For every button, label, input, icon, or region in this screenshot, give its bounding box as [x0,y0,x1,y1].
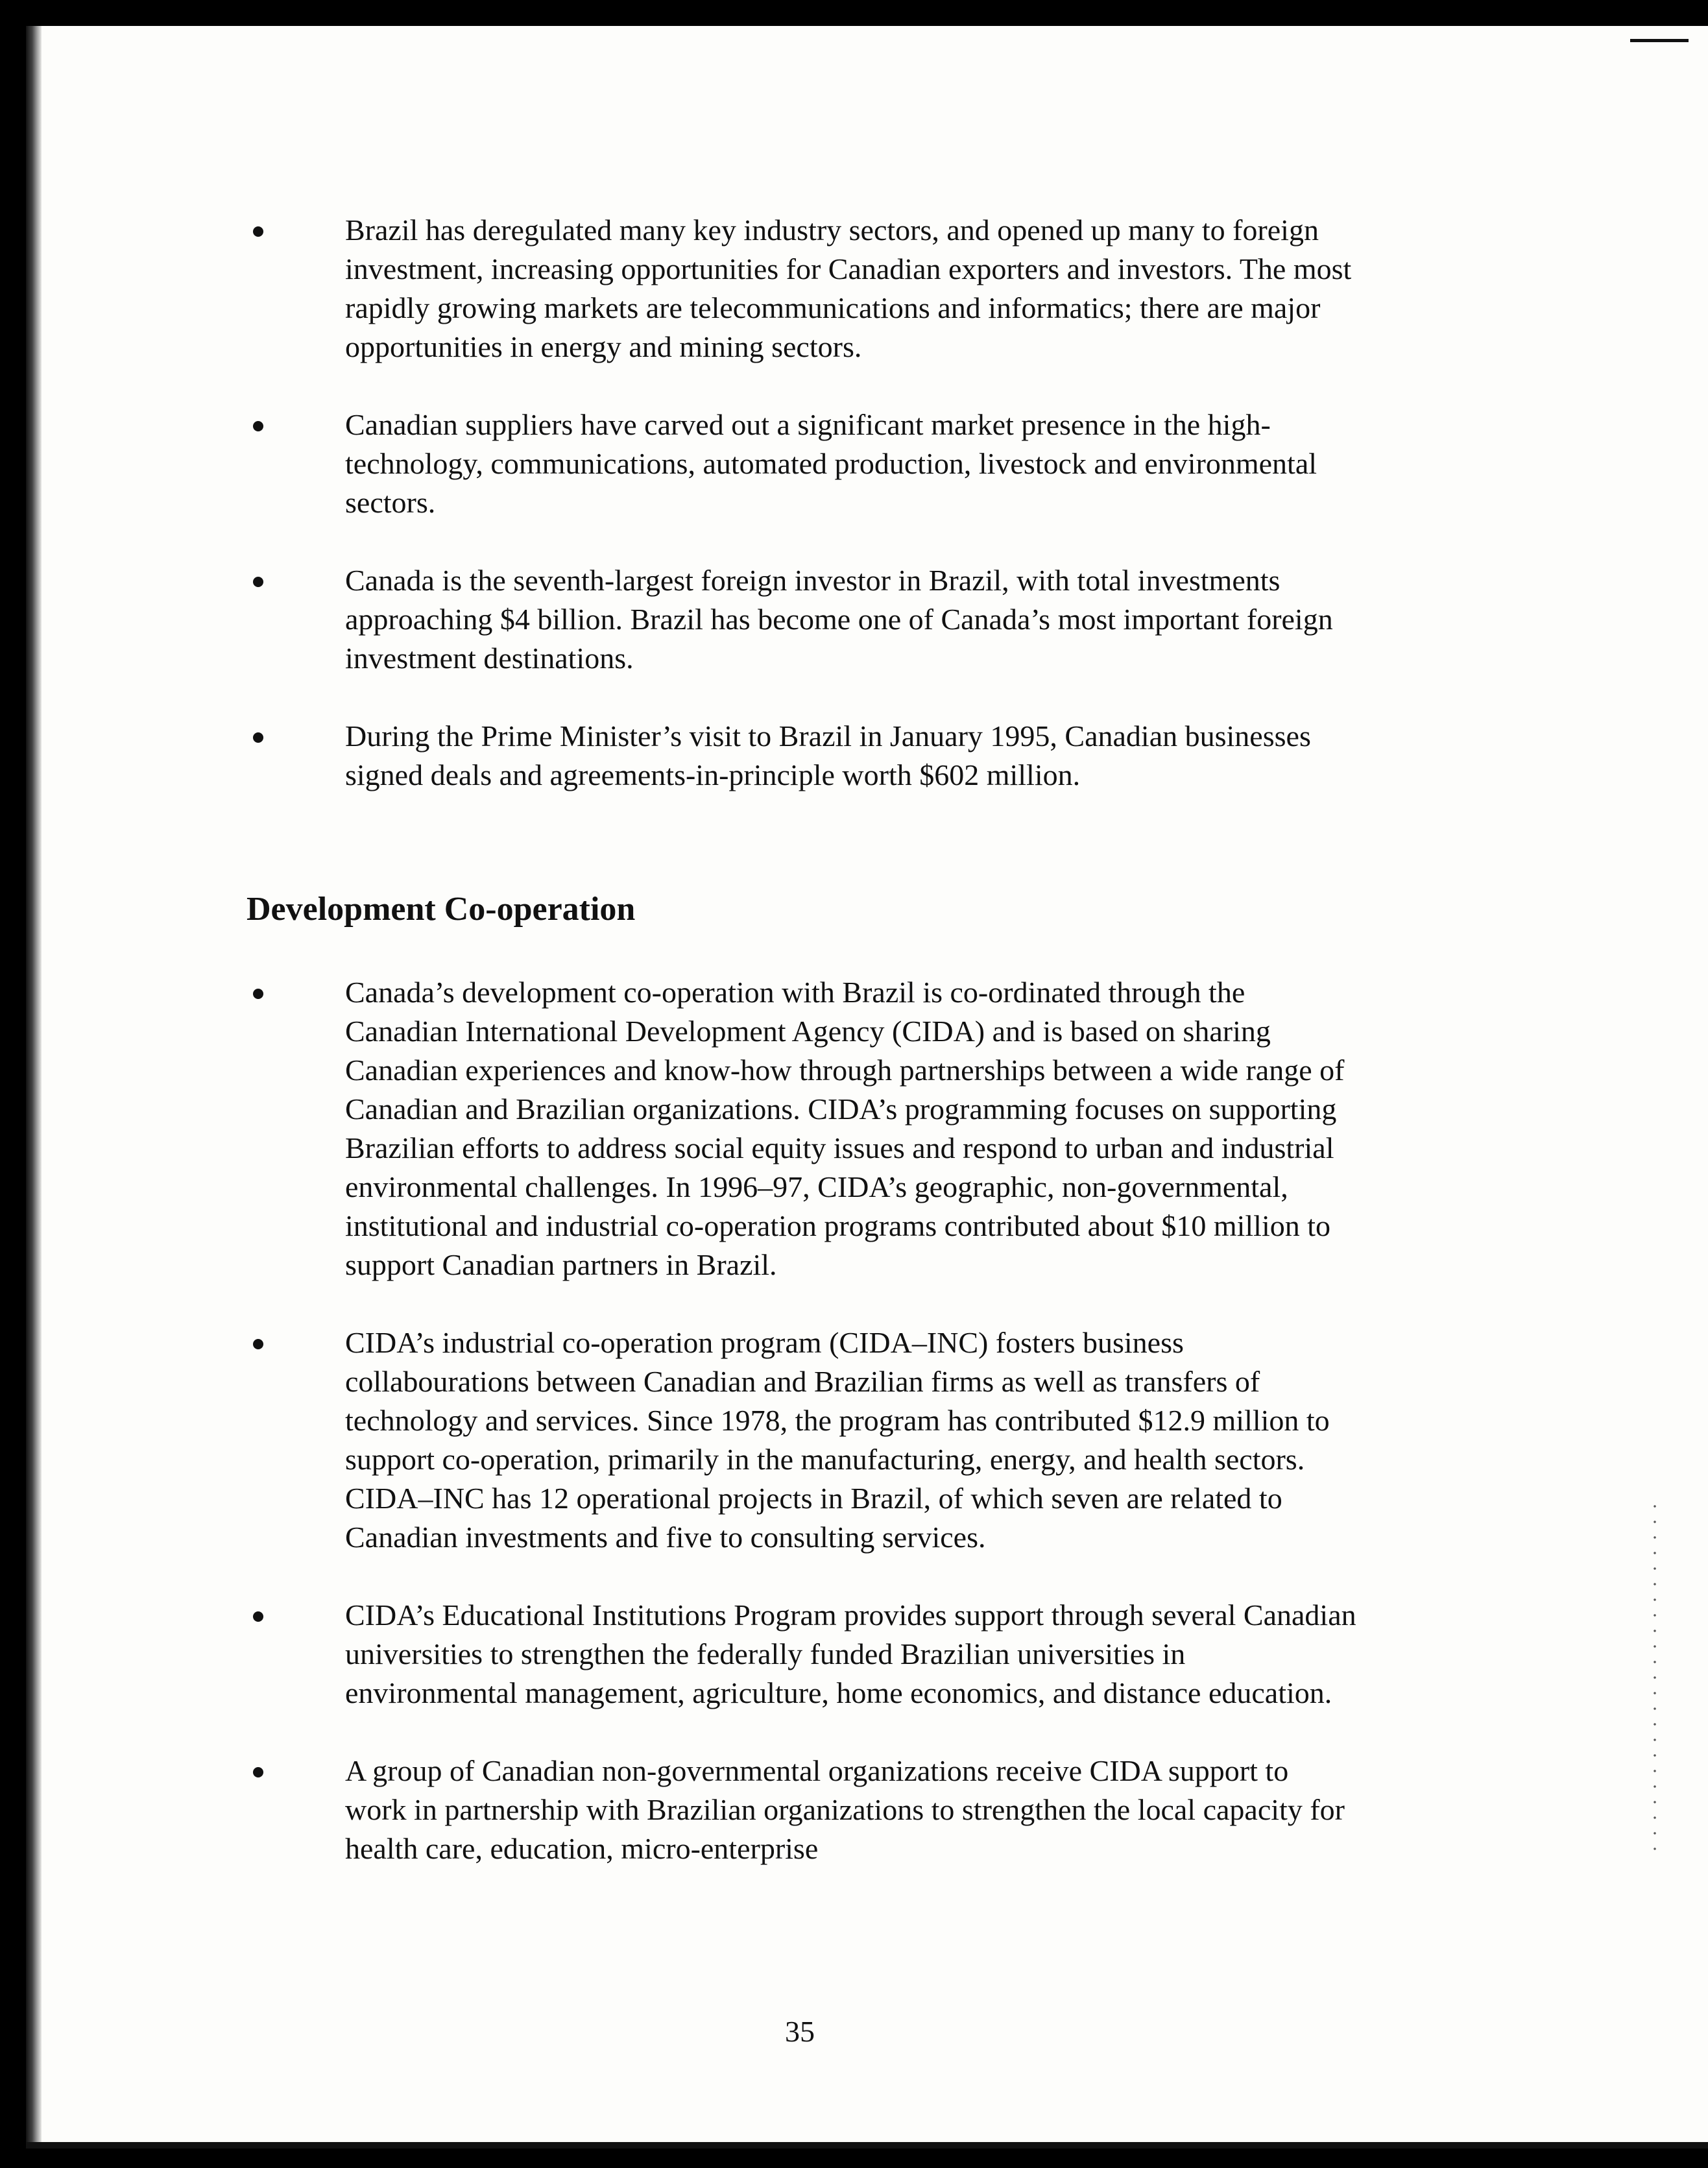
list-item [26,405,1357,522]
trade-bullet-list [26,211,1708,795]
bullet-text: During the Prime Minister’s visit to Brazil in January 1995, Canadian businesses signed deals and agreements-in-principle worth $602 million. [345,719,1311,791]
list-item [26,973,1357,1284]
list-item [26,561,1357,678]
bullet-icon [253,989,263,999]
development-bullet-list [26,973,1708,1868]
bullet-icon [253,577,263,587]
document-page [26,26,1708,2149]
bullet-text: Canadian suppliers have carved out a significant market presence in the high-technology, communications, automated production, livestock and environmental sectors. [345,408,1317,519]
scan-bottom-edge [26,2142,1708,2149]
list-item [26,717,1357,795]
list-item [26,1752,1357,1868]
bullet-icon [253,421,263,431]
page-number: 35 [785,2015,815,2048]
bullet-icon [253,732,263,743]
bullet-text: A group of Canadian non-governmental organizations receive CIDA support to work in partnership with Brazilian organizations to strengthen the local capacity for health care, education, micro-enterprise [345,1754,1345,1865]
bullet-icon [253,226,263,237]
bullet-text: CIDA’s industrial co-operation program (CIDA–INC) fosters business collabourations between Canadian and Brazilian firms as well as transfers of technology and services. Since 1978, the program has contributed $12.9 million to support co-operation, primarily in the manufacturing, energy, and health sectors. CIDA–INC has 12 operational projects in Brazil, of which seven are related to Canadian investments and five to consulting services. [345,1326,1330,1554]
bullet-text: CIDA’s Educational Institutions Program provides support through several Canadian universities to strengthen the federally funded Brazilian universities in environmental management, agriculture, home economics, and distance education. [345,1598,1356,1709]
bullet-icon [253,1339,263,1349]
bullet-text: Canada is the seventh-largest foreign investor in Brazil, with total investments approaching $4 billion. Brazil has become one of Canada’s most important foreign investment destinations. [345,564,1333,675]
bullet-text: Brazil has deregulated many key industry sectors, and opened up many to foreign investment, increasing opportunities for Canadian exporters and investors. The most rapidly growing markets are telecommunications and informatics; there are major opportunities in energy and mining sectors. [345,213,1352,363]
list-item [26,1323,1357,1557]
list-item [26,211,1357,367]
bullet-text: Canada’s development co-operation with Brazil is co-ordinated through the Canadian International Development Agency (CIDA) and is based on sharing Canadian experiences and know-how through partnerships between a wide range of Canadian and Brazilian organizations. CIDA’s programming focuses on supporting Brazilian efforts to address social equity issues and respond to urban and industrial environmental challenges. In 1996–97, CIDA’s geographic, non-governmental, institutional and industrial co-operation programs contributed about $10 million to support Canadian partners in Brazil. [345,976,1345,1281]
bullet-icon [253,1611,263,1622]
page-content [26,26,1708,2149]
section-heading: Development Co-operation [247,891,636,928]
bullet-icon [253,1767,263,1777]
list-item [26,1596,1357,1713]
